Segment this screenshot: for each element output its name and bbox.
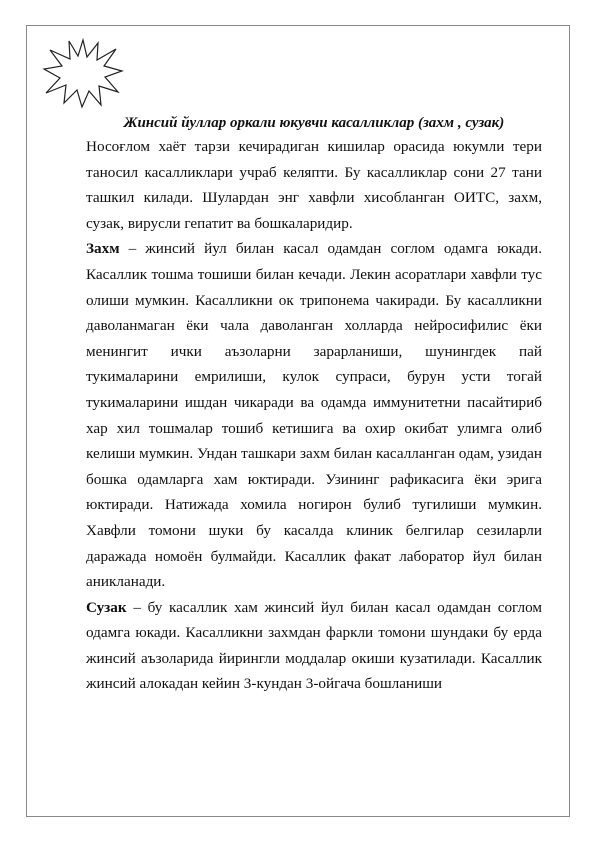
document-title: Жинсий йуллар оркали юкувчи касалликлар (захм , сузак) <box>123 115 505 131</box>
starburst-icon <box>42 37 124 109</box>
term-gonorrhea: Сузак <box>86 598 127 616</box>
intro-paragraph: Носоғлом хаёт тарзи кечирадиган кишилар орасида юкумли тери таносил касалликлари учраб келяпти. Бу касалликлар сони 27 тани ташкил килади. Шулардан энг хавфли хисобланган ОИТС, захм, сузак, вирусли гепатит ва бошкаларидир. <box>86 138 542 232</box>
section-text-gonorrhea: – бу касаллик хам жинсий йул билан касал одамдан соглом одамга юкади. Касалликни захмдан фаркли томони шундаки бу ерда жинсий аъзоларида йирингли моддалар окиши кузатилади. Касаллик жинсий алокадан кейин 3-кундан 3-ойгача бошланиши <box>86 598 542 693</box>
document-body <box>86 134 542 697</box>
section-paragraph-syphilis <box>86 236 542 594</box>
section-text-syphilis: – жинсий йул билан касал одамдан соглом одамга юкади. Касаллик тошма тошиши билан кечади. Лекин асоратлари хавфли тус олиши мумкин. Касалликни ок трипонема чакиради. Бу касалликни даволанмаган ёки чала даволанган холларда нейросифилис ёки менингит ички аъзоларни зарарланиши, шунингдек пай тукималарини емрилиши, кулок супраси, бурун усти тогай тукималарини ишдан чикаради ва одамда иммунитетни пасайтириб хар хил тошмалар тошиб кетишига ва охир окибат улимга олиб келиши мумкин. Ундан ташкари захм билан касалланган одам, узидан бошка одамларга хам юктиради. Узининг рафикасига ёки эрига юктиради. Натижада хомила ногирон булиб тугилиши мумкин. Хавфли томони шуки бу касалда клиник белгилар сезиларли даражада номоён булмайди. Касаллик факат лаборатор йул билан аникланади. <box>86 240 542 591</box>
section-paragraph-gonorrhea <box>86 595 542 697</box>
term-syphilis: Захм <box>86 240 120 258</box>
